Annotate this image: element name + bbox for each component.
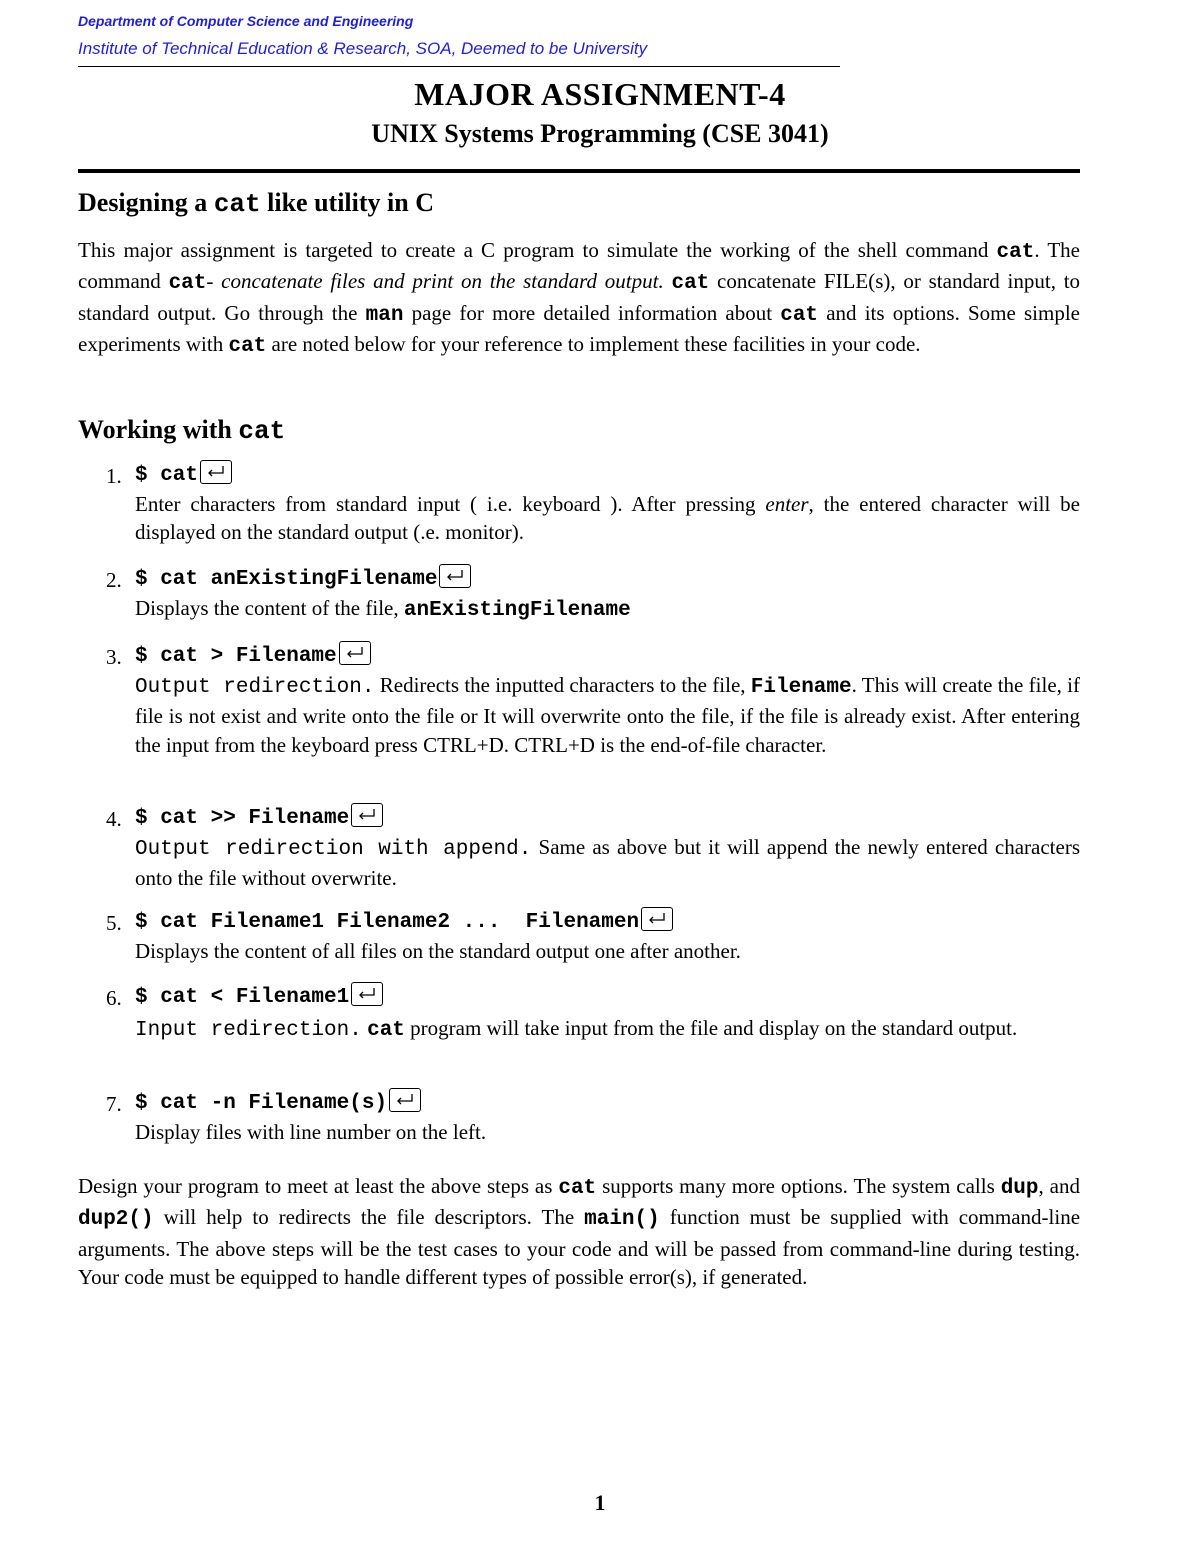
page-title: MAJOR ASSIGNMENT-4 — [414, 76, 786, 112]
item-number: 7. — [106, 1092, 122, 1116]
command-text: $ cat Filename1 Filename2 ... Filenamen — [135, 909, 673, 937]
command-text: $ cat >> Filename — [135, 805, 383, 833]
enter-key-icon — [641, 907, 673, 931]
title-rule — [78, 169, 1080, 173]
enter-key-icon — [439, 564, 471, 588]
header-rule — [78, 66, 840, 67]
page-subtitle: UNIX Systems Programming (CSE 3041) — [371, 119, 829, 148]
enter-key-icon — [351, 803, 383, 827]
item-number: 2. — [106, 568, 122, 592]
enter-key-icon — [200, 460, 232, 484]
command-text: $ cat > Filename — [135, 643, 371, 671]
item-number: 6. — [106, 986, 122, 1010]
enter-key-icon — [351, 982, 383, 1006]
item-description: Displays the content of all files on the standard output one after another. — [135, 939, 741, 963]
item-description: Enter characters from standard input ( i.e. keyboard ). After pressing enter, the entered character will be displayed on the standard output (.e. monitor). — [135, 492, 1080, 545]
item-description: Output redirection with append. Same as above but it will append the newly entered characters onto the file without overwrite. — [135, 835, 1080, 891]
department-header: Department of Computer Science and Engineering — [78, 13, 414, 29]
item-number: 3. — [106, 645, 122, 669]
command-text: $ cat — [135, 462, 232, 490]
item-description: Output redirection. Redirects the inputted characters to the file, Filename. This will create the file, if file is not exist and write onto the file or It will overwrite onto the file, if the file is already exist. After entering the input from the keyboard press CTRL+D. CTRL+D is the end-of-file character. — [135, 673, 1080, 757]
item-number: 1. — [106, 464, 122, 488]
item-number: 5. — [106, 911, 122, 935]
item-description: Displays the content of the file, anExistingFilename — [135, 596, 631, 622]
item-description: Input redirection. cat program will take input from the file and display on the standard output. — [135, 1016, 1018, 1042]
command-text: $ cat -n Filename(s) — [135, 1090, 421, 1118]
enter-key-icon — [339, 641, 371, 665]
page-number: 1 — [594, 1490, 606, 1515]
enter-key-icon — [389, 1088, 421, 1112]
institute-header: Institute of Technical Education & Research, SOA, Deemed to be University — [78, 39, 648, 58]
intro-paragraph: This major assignment is targeted to create a C program to simulate the working of the shell command cat. The command cat- concatenate files and print on the standard output. cat concatenate FILE(s), or standard input, to standard output. Go through the man page for more detailed information about cat and its options. Some simple experiments with cat are noted below for your reference to implement these facilities in your code. — [78, 238, 1081, 359]
command-text: $ cat anExistingFilename — [135, 566, 471, 594]
section-heading-working: Working with cat — [78, 415, 286, 446]
section-heading-designing: Designing a cat like utility in C — [78, 188, 434, 219]
item-number: 4. — [106, 807, 122, 831]
command-text: $ cat < Filename1 — [135, 984, 383, 1012]
closing-paragraph: Design your program to meet at least the above steps as cat supports many more options. The system calls dup, and dup2() will help to redirects the file descriptors. The main() function must be supplied with command-line arguments. The above steps will be the test cases to your code and will be passed from command-line during testing. Your code must be equipped to handle different types of possible error(s), if generated. — [78, 1174, 1081, 1290]
item-description: Display files with line number on the left. — [135, 1120, 487, 1144]
